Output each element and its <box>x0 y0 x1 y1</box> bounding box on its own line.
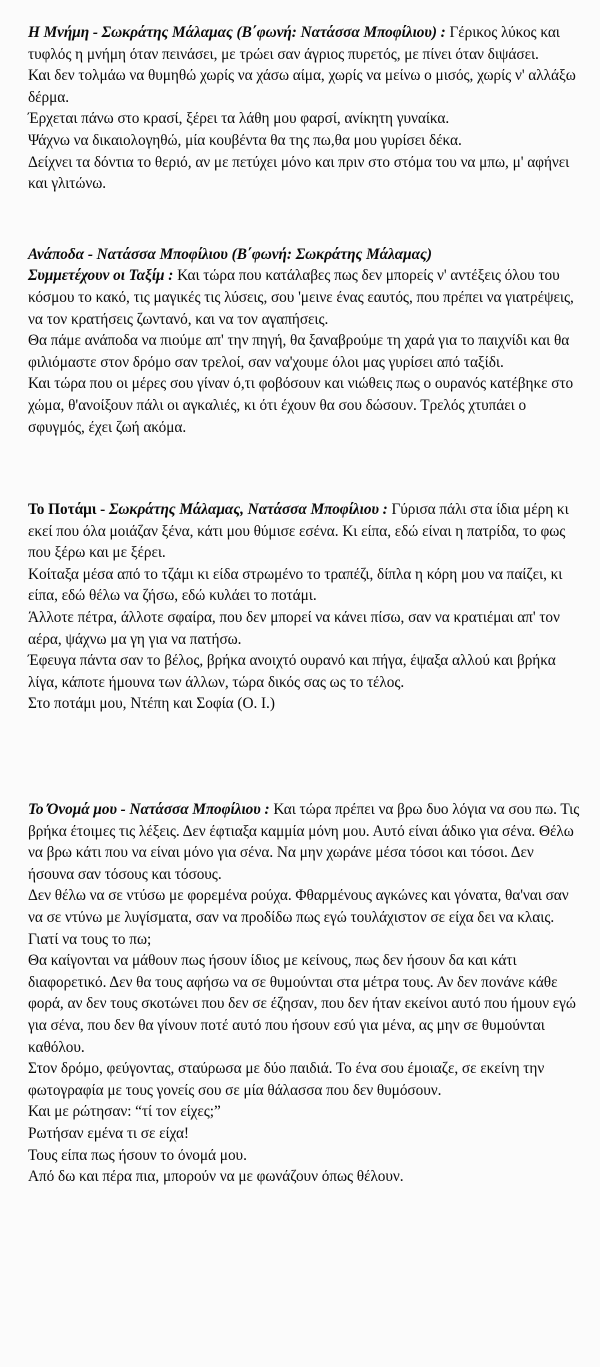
lyric-line: Δείχνει τα δόντια το θεριό, αν με πετύχει μόνο και πριν στο στόμα του να μπω, μ' αφήνει και γλιτώνω. <box>28 153 570 193</box>
song-block-4 <box>28 799 582 1188</box>
lyric-line: Έρχεται πάνω στο κρασί, ξέρει τα λάθη μου φαρσί, ανίκητη γυναίκα. <box>28 110 450 128</box>
song-first-paragraph <box>28 265 582 330</box>
lyric-line: Από δω και πέρα πια, μπορούν να με φωνάζουν όπως θέλουν. <box>28 1168 404 1186</box>
song-subtitle: Συμμετέχουν οι Ταξίμ : <box>28 267 174 285</box>
song-block-2 <box>28 244 582 438</box>
song-first-paragraph <box>28 799 582 885</box>
lyric-line: Θα πάμε ανάποδα να πιούμε απ' την πηγή, θα ξαναβρούμε τη χαρά για το παιχνίδι και θα φιλιόμαστε στον δρόμο σαν τρελοί, σαν να'χουμε όλοι μας γυρίσει από ταξίδι. <box>28 332 570 371</box>
song-first-paragraph <box>28 22 582 65</box>
lyric-line: Κοίταξα μέσα από το τζάμι κι είδα στρωμένο το τραπέζι, δίπλα η κόρη μου να παίζει, κι είπα, εδώ θέλω να ζήσω, εδώ κυλάει το ποτάμι. <box>28 565 563 605</box>
lyric-line: Έφευγα πάντα σαν το βέλος, βρήκα ανοιχτό ουρανό και πήγα, έψαξα αλλού και βρήκα λίγα, κάποτε ήμουνα των άλλων, τώρα δικός σας ως το τέλος. <box>28 652 556 691</box>
lyric-line: Στον δρόμο, φεύγοντας, σταύρωσα με δύο παιδιά. Το ένα σου έμοιαζε, σε εκείνη την φωτογραφία με τους γονείς σου σε μία θάλασσα που δεν θυμόσουν. <box>28 1060 545 1099</box>
lyric-line: Γέρικος λύκος και τυφλός η μνήμη όταν πεινάσει, με τρώει σαν άγριος πυρετός, με πίνει όταν διψάσει. <box>28 24 560 63</box>
song-title: Το Ποτάμι - <box>28 501 109 519</box>
lyric-line: Και τώρα που κατάλαβες πως δεν μπορείς ν' αντέξεις όλου του κόσμου το κακό, τις μαγικές τις λύσεις, σου 'μεινε ένας εαυτός, που πρέπει να γιατρέψεις, να τον κρατήσεις ζωντανό, και να τον αγαπήσεις. <box>28 267 574 328</box>
lyric-line: Και με ρώτησαν: “τί τον είχες;” <box>28 1103 221 1121</box>
song-title: Ανάποδα - Νατάσσα Μποφίλιου (Β΄φωνή: Σωκράτης Μάλαμας) <box>28 245 432 263</box>
lyric-line: Γύρισα πάλι στα ίδια μέρη κι εκεί που όλα μοιάζαν ξένα, κάτι μου θύμισε εσένα. Κι είπα, εδώ είναι η πατρίδα, το φως που ξέρω και με ξέρει. <box>28 501 569 562</box>
song-block-1 <box>28 22 582 195</box>
lyric-line: Δεν θέλω να σε ντύσω με φορεμένα ρούχα. Φθαρμένους αγκώνες και γόνατα, θα'ναι σαν να σε ντύνω με λυγίσματα, σαν να προδίδω πως εγώ τουλάχιστον σε είχα δει να κλαις. Γιατί να τους το πω; <box>28 887 569 948</box>
song-first-paragraph <box>28 499 582 564</box>
lyric-line: Θα καίγονται να μάθουν πως ήσουν ίδιος με κείνους, πως δεν ήσουν δα και κάτι διαφορετικό. Δεν θα τους αφήσω να σε θυμούνται στα μέτρα τους. Αν δεν πονάνε κάθε φορά, αν δεν τους σκοτώνει που δεν σε έζησαν, που δεν ήταν εκείνοι αυτό που ήμουν εγώ για σένα, που δεν θα γίνουν ποτέ αυτό που ήσουν εσύ για μένα, ας μην σε θυμούνται καθόλου. <box>28 952 576 1056</box>
song-block-3 <box>28 499 582 715</box>
lyric-line: Ρωτήσαν εμένα τι σε είχα! <box>28 1124 189 1142</box>
dedication-line: Στο ποτάμι μου, Ντέπη και Σοφία (Ο. Ι.) <box>28 695 275 713</box>
song-title: Το Όνομά μου - Νατάσσα Μποφίλιου : <box>28 801 270 819</box>
lyric-line: Και τώρα που οι μέρες σου γίναν ό,τι φοβόσουν και νιώθεις πως ο ουρανός κατέβηκε στο χώμα, θ'ανοίξουν πάλι οι αγκαλιές, κι ότι έχουν θα σου δώσουν. Τρελός χτυπάει ο σφυγμός, έχει ζωή ακόμα. <box>28 375 574 436</box>
song-artists: Σωκράτης Μάλαμας, Νατάσσα Μποφίλιου : <box>108 501 388 519</box>
lyric-line: Και δεν τολμάω να θυμηθώ χωρίς να χάσω αίμα, χωρίς να μείνω ο μισός, χωρίς ν' αλλάξω δέρμα. <box>28 67 576 106</box>
lyric-line: Άλλοτε πέτρα, άλλοτε σφαίρα, που δεν μπορεί να κάνει πίσω, σαν να κρατιέμαι απ' τον αέρα, ψάχνω μα γη για να πατήσω. <box>28 609 560 648</box>
lyric-line: Και τώρα πρέπει να βρω δυο λόγια να σου πω. Τις βρήκα έτοιμες τις λέξεις. Δεν έφτιαξα καμμία μόνη μου. Αυτό είναι άδικο για σένα. Θέλω να βρω κάτι που να είναι μόνο για σένα. Να μην χωράνε μέσα τόσοι και τόσοι. Δεν ήσουνα σαν τόσους και τόσους. <box>28 801 580 883</box>
lyric-line: Ψάχνω να δικαιολογηθώ, μία κουβέντα θα της πω,θα μου γυρίσει δέκα. <box>28 131 462 149</box>
lyric-line: Τους είπα πως ήσουν το όνομά μου. <box>28 1146 247 1164</box>
song-title: Η Μνήμη - Σωκράτης Μάλαμας (Β΄φωνή: Νατάσσα Μποφίλιου) : <box>28 24 446 41</box>
